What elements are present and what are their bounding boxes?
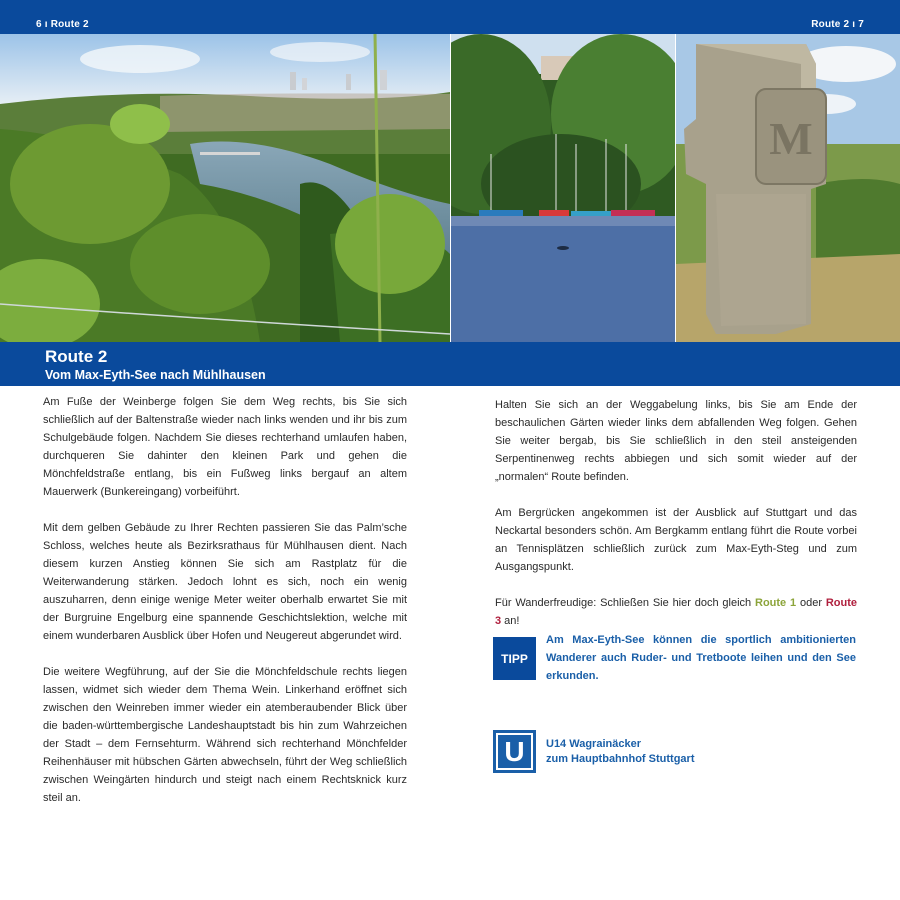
header-bar bbox=[0, 0, 900, 34]
route-3-link[interactable]: Route 3 bbox=[495, 597, 857, 627]
ubahn-letter: U bbox=[496, 733, 533, 770]
route-title-bar bbox=[0, 342, 900, 386]
right-text-column bbox=[495, 396, 857, 648]
ubahn-icon bbox=[493, 730, 536, 773]
route-subtitle: Vom Max-Eyth-See nach Mühlhausen bbox=[45, 368, 266, 382]
left-paragraph-3: Die weitere Wegführung, auf der Sie die Mönchfeldschule rechts liegen lassen, widmet sich wieder dem Thema Wein. Linkerhand eröffnet sich zwischen den Weinreben immer wieder ein atemberaubender Blick über die baden-württembergische Landeshauptstadt bis hin zum Wahrzeichen der Stadt – dem Fernsehturm. Während sich rechterhand Mönchfelder Reihenhäuser mit hübschen Gärten abwechseln, führt der Weg schließlich zwischen Weingärten hindurch und steigt nach einem Rechtsknick kurz steil an. bbox=[43, 666, 407, 804]
route-tip-prefix: Für Wanderfreudige: Schließen Sie hier doch gleich bbox=[495, 597, 756, 609]
tipp-badge: TIPP bbox=[493, 637, 536, 680]
boundary-stone-photo bbox=[676, 34, 900, 342]
transit-info bbox=[546, 737, 694, 767]
right-paragraph-2: Am Bergrücken angekommen ist der Ausblick auf Stuttgart und das Neckartal besonders schön. Am Bergkamm entlang führt die Route vorbei an Tennisplätzen schließlich zurück zum Max-Eyth-Steg und zum Ausgangspunkt. bbox=[495, 507, 857, 573]
transit-destination: zum Hauptbahnhof Stuttgart bbox=[546, 753, 695, 765]
right-page-number: Route 2 ı 7 bbox=[811, 19, 864, 30]
lake-boats-photo bbox=[451, 34, 675, 342]
photo-strip bbox=[0, 34, 900, 342]
right-paragraph-3 bbox=[495, 594, 857, 630]
left-paragraph-1: Am Fuße der Weinberge folgen Sie dem Weg rechts, bis Sie sich schließlich auf der Baltenstraße wieder nach links wenden und ihr bis zum Schulgebäude folgen. Nachdem Sie dieses rechterhand umlaufen haben, durchqueren Sie dahinter den kleinen Park und gehen die Mönchfeldstraße entlang, bis ein Fußweg links bergauf an altem Mauerwerk (Bunkereingang) vorbeiführt. bbox=[43, 396, 407, 498]
left-text-column bbox=[43, 393, 407, 825]
vineyard-river-photo bbox=[0, 34, 450, 342]
right-paragraph-1: Halten Sie sich an der Weggabelung links, bis Sie am Ende der beschaulichen Gärten wieder links dem abfallenden Weg folgen. Gehen Sie weiter bergab, bis Sie schließlich in den steil ansteigenden Serpentinenweg rechts abbiegen und sich somit wieder auf der „normalen“ Route befinden. bbox=[495, 399, 857, 483]
route-1-link[interactable]: Route 1 bbox=[755, 597, 797, 609]
svg-text:M: M bbox=[769, 113, 813, 164]
route-title: Route 2 bbox=[45, 347, 108, 366]
route-tip-mid: oder bbox=[796, 597, 826, 609]
left-paragraph-2: Mit dem gelben Gebäude zu Ihrer Rechten passieren Sie das Palm’sche Schloss, welches heute als Bezirksrathaus für Mühlhausen dient. Nach diesem kurzen Anstieg können Sie sich am Rastplatz für die Weiterwanderung stärken. Jedoch lohnt es sich, noch ein wenig auszuharren, denn einige wenige Meter weiter oberhalb erwartet Sie mit der Burgruine Engelburg eine spannende Geschichtslektion, welche mit einem wunderbaren Ausblick über Hofen und Neugereut abgerundet wird. bbox=[43, 522, 407, 642]
transit-line: U14 Wagrainäcker bbox=[546, 738, 641, 750]
left-page-number: 6 ı Route 2 bbox=[36, 19, 89, 30]
route-tip-suffix: an! bbox=[501, 615, 520, 627]
tipp-text: Am Max-Eyth-See können die sportlich ambitionierten Wanderer auch Ruder- und Tretboote leihen und den See erkunden. bbox=[546, 634, 856, 682]
